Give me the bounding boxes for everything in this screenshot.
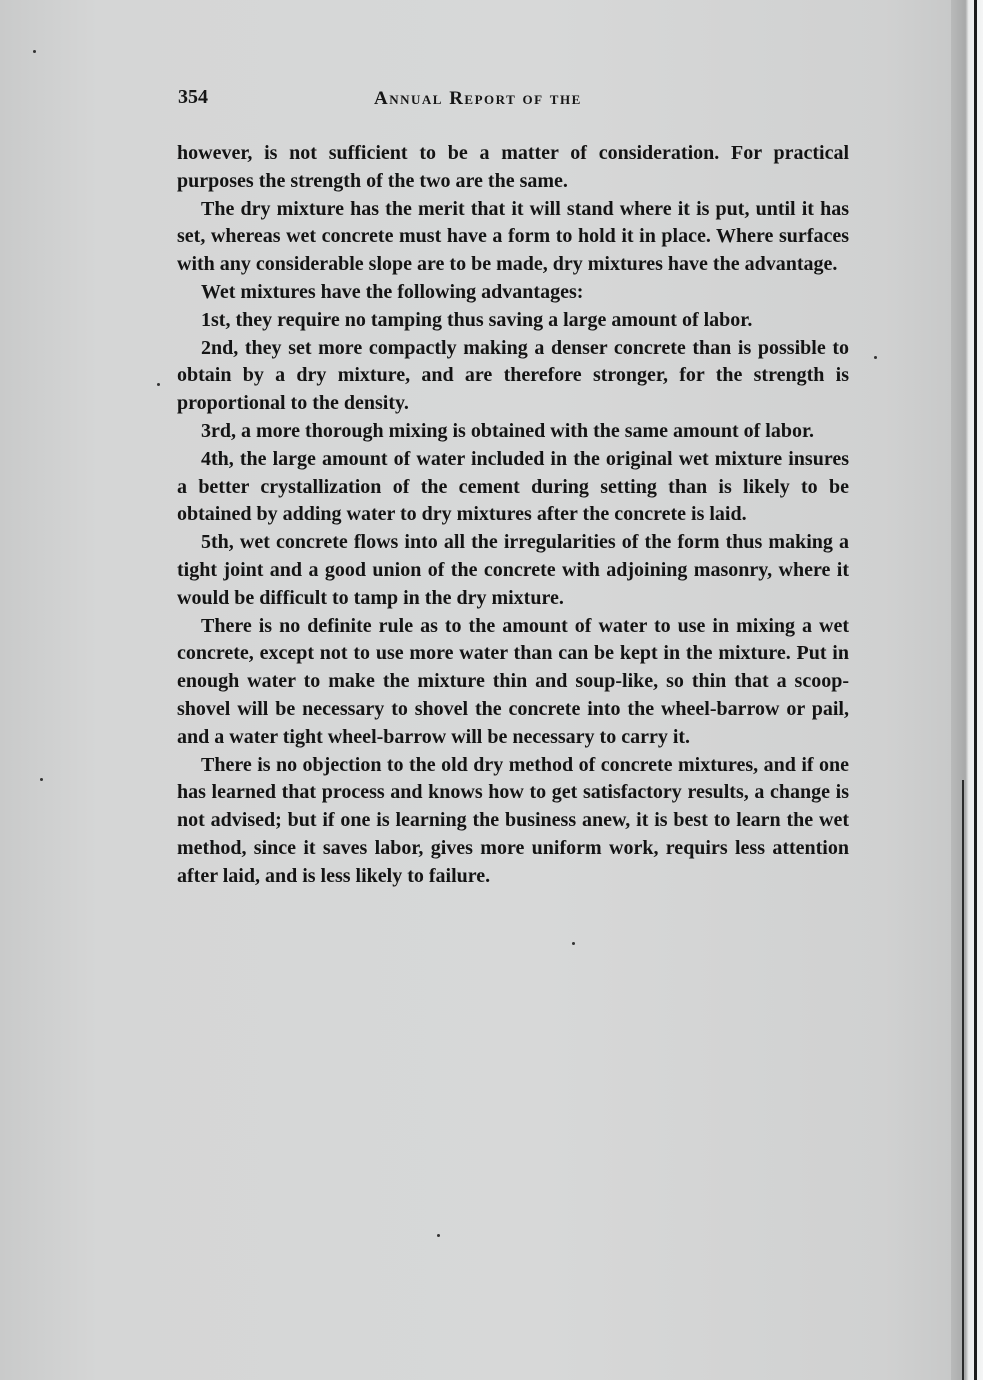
speck [33,50,36,53]
paragraph-continuation: however, is not sufficient to be a matter of consideration. For practical purposes the strength of the two are the same. [177,142,849,192]
speck [572,942,575,945]
body-text [177,140,849,891]
page-edge-shadow [951,0,983,1380]
running-head: Annual Report of the [374,88,582,109]
speck [40,778,43,781]
paragraph-advantage-3: 3rd, a more thorough mixing is obtained with the same amount of labor. [201,419,815,442]
paragraph-advantage-5: 5th, wet concrete flows into all the irregularities of the form thus making a tight joint and a good union of the concrete with adjoining masonry, where it would be difficult to tamp in the dry mixture. [177,531,849,609]
page-header [178,86,848,116]
page-number: 354 [178,86,208,108]
paragraph-advantage-2: 2nd, they set more compactly making a denser concrete than is possible to obtain by a dry mixture, and are therefore stronger, for the strength is proportional to the density. [177,336,849,415]
binding-edge-line-inner [962,780,964,1380]
paragraph-dry-mixture: The dry mixture has the merit that it will stand where it is put, until it has set, whereas wet concrete must have a form to hold it in place. Where surfaces with any considerable slope are to be made, dry mixtures have the advantage. [177,197,849,276]
paragraph-wet-advantages-intro: Wet mixtures have the following advantages: [201,280,584,303]
paragraph-advantage-1: 1st, they require no tamping thus saving a large amount of labor. [201,308,753,331]
paragraph-advantage-4: 4th, the large amount of water included in the original wet mixture insures a better crystallization of the cement during setting than is likely to be obtained by adding water to dry mixtures after the concrete is laid. [177,447,849,526]
speck [437,1234,440,1237]
speck [157,383,160,386]
paragraph-water-amount: There is no definite rule as to the amount of water to use in mixing a wet concrete, except not to use more water than can be kept in the mixture. Put in enough water to make the mixture thin and soup-like, so thin that a scoop-shovel will be necessary to shovel the concrete into the wheel-barrow or pail, and a water tight wheel-barrow will be necessary to carry it. [177,614,849,748]
speck [874,356,877,359]
paragraph-conclusion: There is no objection to the old dry method of concrete mixtures, and if one has learned that process and knows how to get satisfactory results, a change is not advised; but if one is learning the business anew, it is best to learn the wet method, since it saves labor, gives more uniform work, requirs less attention after laid, and is less likely to failure. [177,753,849,887]
binding-edge-line [974,0,977,1380]
